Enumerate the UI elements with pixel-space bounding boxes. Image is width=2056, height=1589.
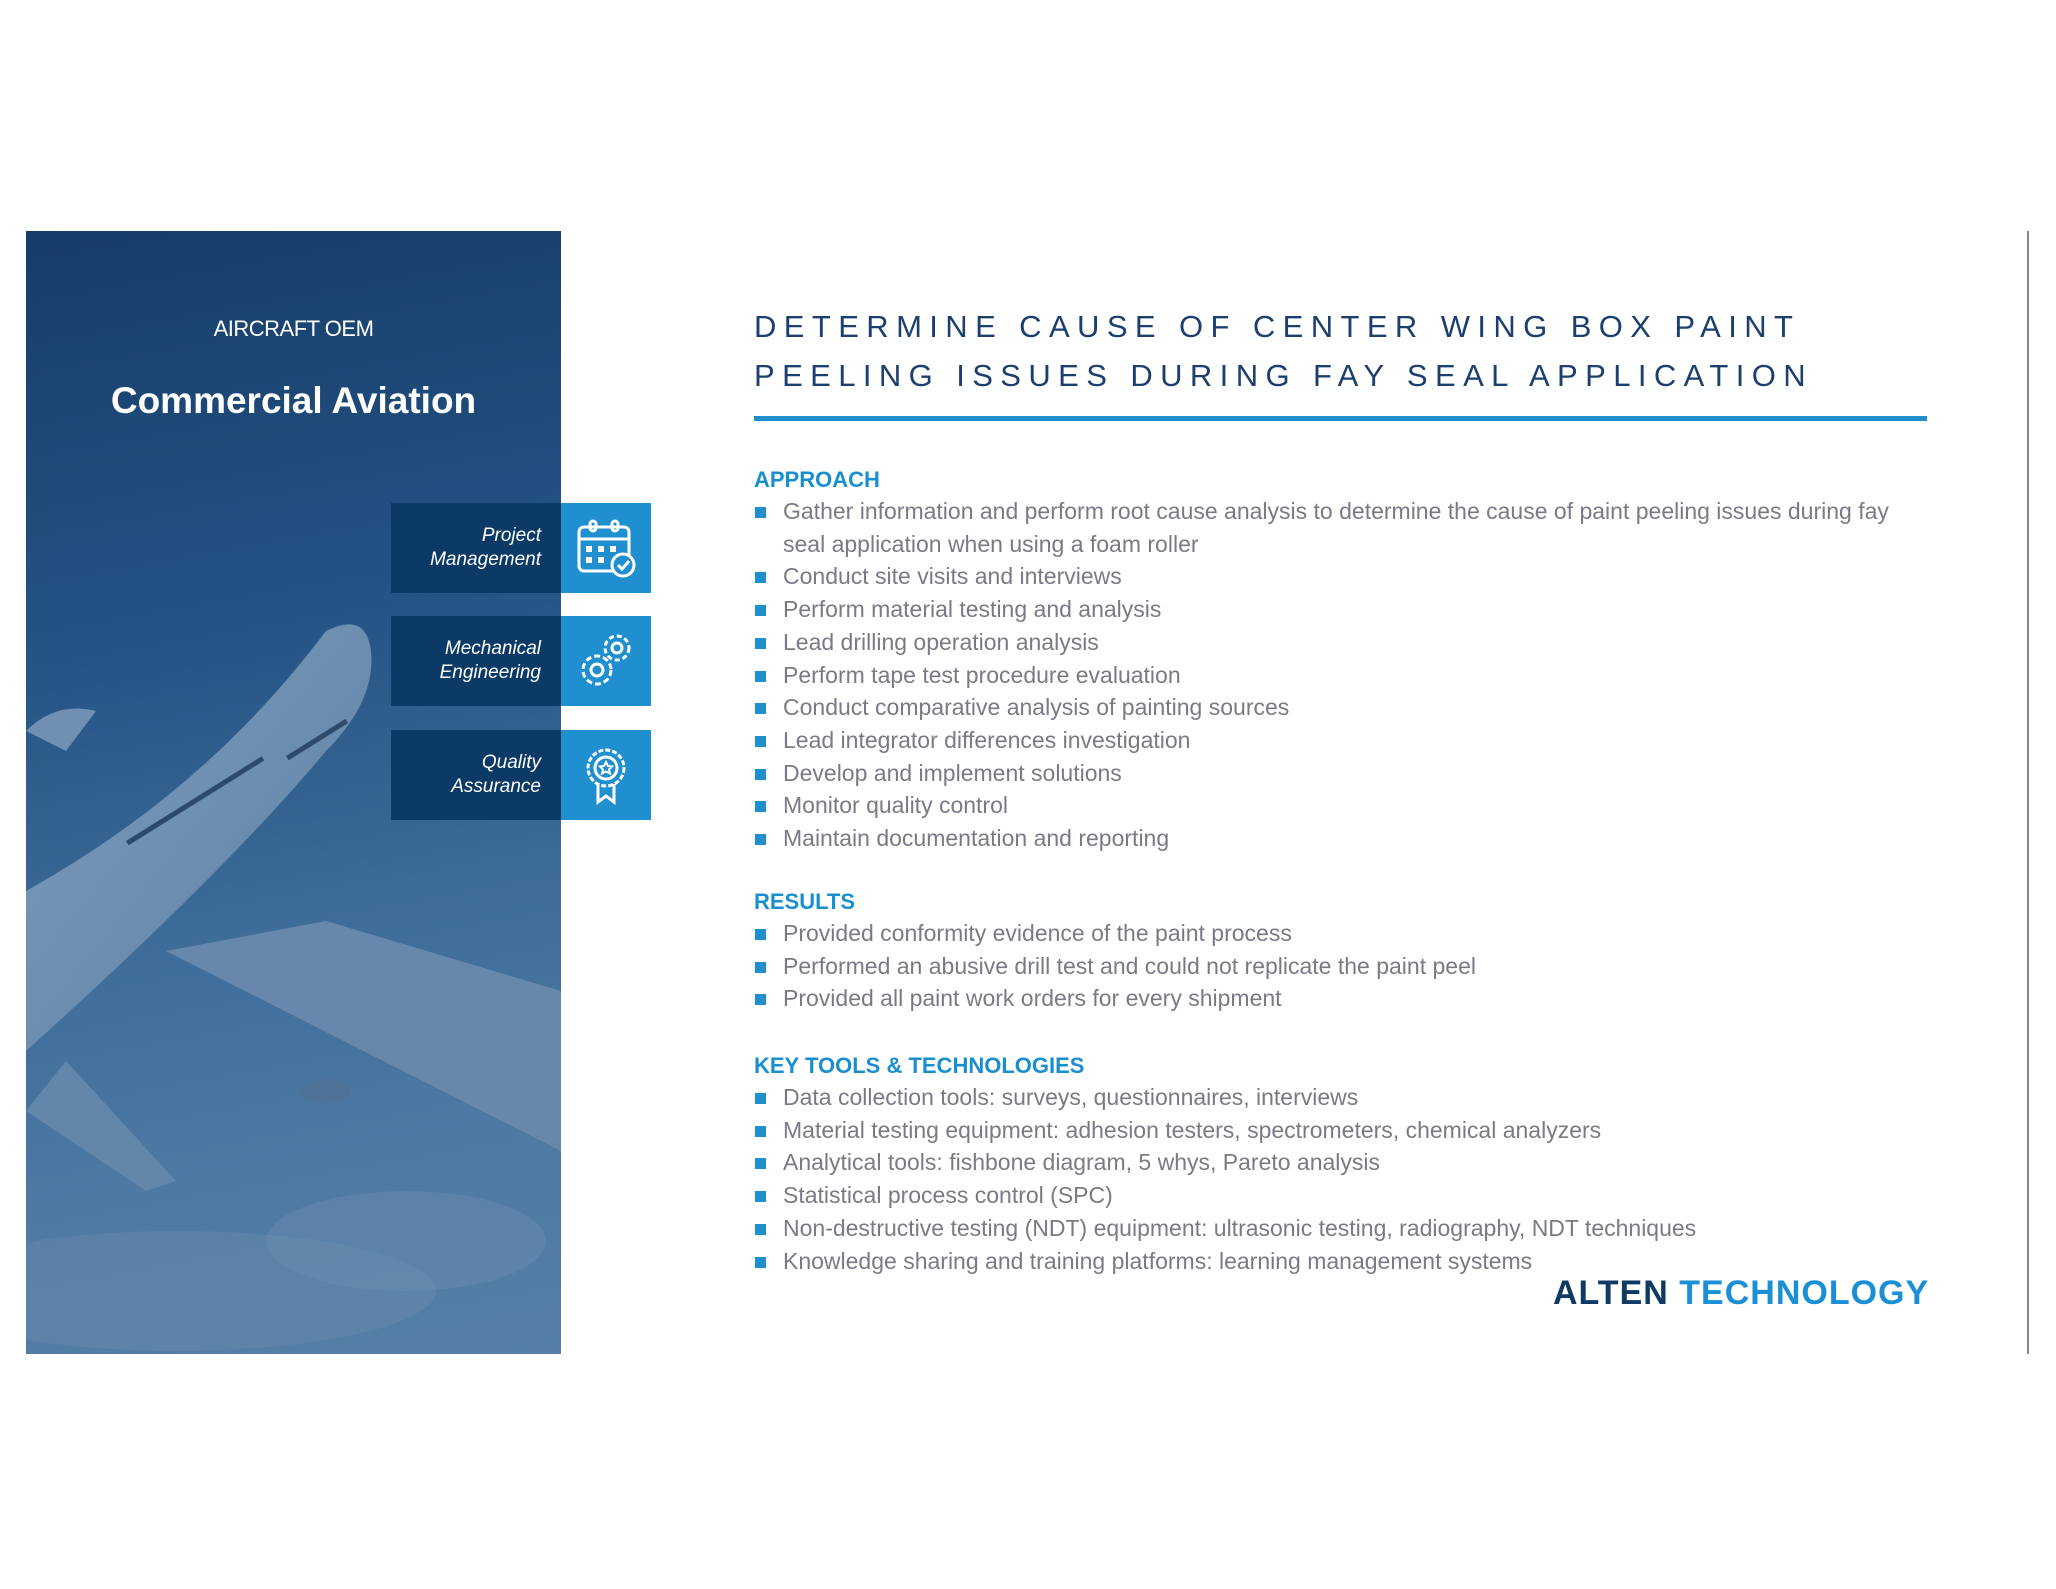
bullet-item — [754, 1212, 1933, 1245]
gears-icon — [561, 616, 651, 706]
bullet-square-icon — [755, 703, 766, 714]
section-heading: APPROACH — [754, 467, 880, 492]
logo-part-1: ALTEN — [1553, 1274, 1669, 1312]
title-line-2: PEELING ISSUES DURING FAY SEAL APPLICATION — [754, 358, 1814, 393]
bullet-text: Conduct comparative analysis of painting sources — [783, 694, 1290, 721]
page-border-line — [2027, 231, 2029, 1354]
results-section — [754, 887, 1933, 1015]
tools-section — [754, 1051, 1933, 1277]
bullet-square-icon — [755, 572, 766, 583]
bullet-square-icon — [755, 638, 766, 649]
bullet-square-icon — [755, 605, 766, 616]
bullet-item — [754, 593, 1933, 626]
bullet-square-icon — [755, 507, 766, 518]
bullet-text: Analytical tools: fishbone diagram, 5 whys, Pareto analysis — [783, 1149, 1381, 1176]
title-line-1: DETERMINE CAUSE OF CENTER WING BOX PAINT — [754, 309, 1801, 344]
bullet-text: Maintain documentation and reporting — [783, 825, 1170, 852]
bullet-square-icon — [755, 962, 766, 973]
logo-part-2: TECHNOLOGY — [1679, 1274, 1930, 1312]
bullet-text: Non-destructive testing (NDT) equipment: ultrasonic testing, radiography, NDT techniques — [783, 1214, 1697, 1241]
bullet-item — [754, 917, 1933, 950]
bullet-item — [754, 1245, 1933, 1278]
bullet-item — [754, 1179, 1933, 1212]
bullet-square-icon — [755, 1191, 766, 1202]
bullet-square-icon — [755, 801, 766, 812]
bullet-text: Statistical process control (SPC) — [783, 1182, 1113, 1209]
bullet-text: Provided conformity evidence of the paint process — [783, 920, 1292, 946]
bullet-square-icon — [755, 1126, 766, 1137]
bullet-square-icon — [755, 1224, 766, 1235]
tools-list — [754, 1081, 1933, 1277]
bullet-item — [754, 626, 1933, 659]
bullet-text: Lead integrator differences investigation — [783, 726, 1191, 753]
bullet-text: Data collection tools: surveys, questionnaires, interviews — [783, 1084, 1359, 1110]
client-label: AIRCRAFT OEM — [213, 316, 374, 341]
bullet-item — [754, 1081, 1933, 1114]
bullet-item — [754, 950, 1933, 983]
service-label: Mechanical Engineering — [391, 616, 561, 706]
approach-section — [754, 465, 1933, 855]
bullet-text: Gather information and perform root cause analysis to determine the cause of paint peeling issues during fay seal application when using a foam roller — [783, 498, 1889, 557]
bullet-text: Develop and implement solutions — [783, 759, 1122, 786]
bullet-item — [754, 982, 1933, 1015]
bullet-item — [754, 495, 1933, 560]
bullet-item — [754, 1114, 1933, 1147]
bullet-text: Provided all paint work orders for every shipment — [783, 985, 1282, 1012]
service-label: Project Management — [391, 503, 561, 593]
calendar-check-icon — [561, 503, 651, 593]
bullet-text: Perform tape test procedure evaluation — [783, 661, 1181, 688]
bullet-text: Performed an abusive drill test and could not replicate the paint peel — [783, 952, 1476, 979]
bullet-item — [754, 757, 1933, 790]
sector-title: Commercial Aviation — [110, 380, 477, 421]
service-project-management — [391, 503, 651, 593]
bullet-square-icon — [755, 736, 766, 747]
bullet-text: Knowledge sharing and training platforms: learning management systems — [783, 1247, 1533, 1274]
service-label: Quality Assurance — [391, 730, 561, 820]
bullet-square-icon — [755, 929, 766, 940]
bullet-square-icon — [755, 994, 766, 1005]
bullet-text: Monitor quality control — [783, 792, 1008, 819]
bullet-square-icon — [755, 1158, 766, 1169]
bullet-item — [754, 789, 1933, 822]
page-title — [754, 302, 1813, 400]
service-mechanical-engineering — [391, 616, 651, 706]
bullet-item — [754, 691, 1933, 724]
section-heading: RESULTS — [754, 889, 856, 914]
bullet-text: Conduct site visits and interviews — [783, 563, 1122, 590]
title-divider — [754, 416, 1927, 421]
company-logo — [1553, 1274, 1929, 1313]
bullet-item — [754, 659, 1933, 692]
bullet-square-icon — [755, 834, 766, 845]
bullet-item — [754, 724, 1933, 757]
bullet-text: Perform material testing and analysis — [783, 596, 1162, 623]
bullet-square-icon — [755, 769, 766, 780]
service-quality-assurance — [391, 730, 651, 820]
bullet-item — [754, 560, 1933, 593]
bullet-square-icon — [755, 671, 766, 682]
results-list — [754, 917, 1933, 1015]
bullet-square-icon — [755, 1093, 766, 1104]
bullet-text: Lead drilling operation analysis — [783, 628, 1099, 655]
bullet-square-icon — [755, 1257, 766, 1268]
bullet-item — [754, 1146, 1933, 1179]
award-ribbon-icon — [561, 730, 651, 820]
bullet-text: Material testing equipment: adhesion testers, spectrometers, chemical analyzers — [783, 1116, 1602, 1143]
section-heading: KEY TOOLS & TECHNOLOGIES — [754, 1053, 1085, 1078]
bullet-item — [754, 822, 1933, 855]
approach-list — [754, 495, 1933, 855]
